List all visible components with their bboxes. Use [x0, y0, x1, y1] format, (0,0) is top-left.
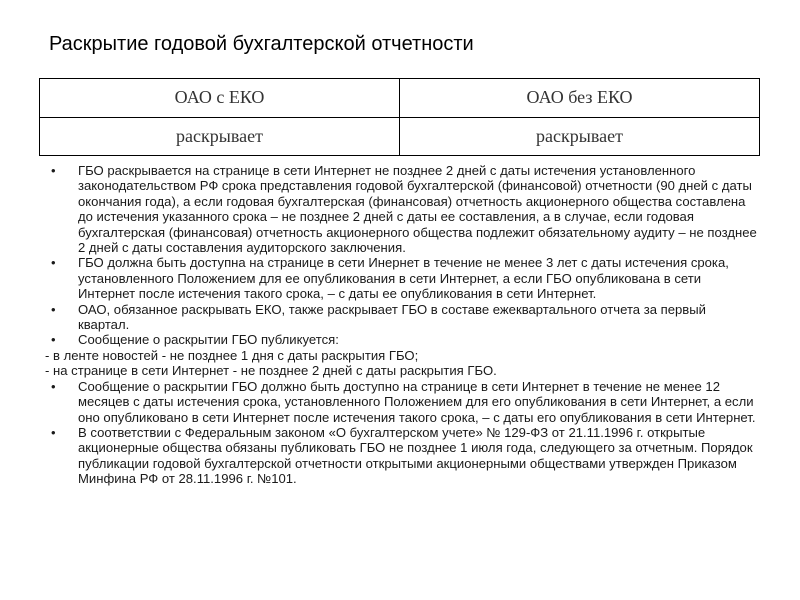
- bullet-icon: •: [51, 301, 56, 317]
- sub-list-item: [45, 363, 757, 378]
- list-item: [48, 332, 760, 347]
- list-item-text: - на странице в сети Интернет - не позднее 2 дней с даты раскрытия ГБО.: [45, 363, 497, 379]
- bullet-icon: •: [51, 332, 56, 348]
- list-item: [48, 255, 760, 301]
- table-header-row: [40, 79, 760, 118]
- bullet-icon: •: [51, 378, 56, 394]
- sub-list-item: [45, 348, 757, 363]
- list-item-text: ГБО должна быть доступна на странице в сети Инернет в течение не менее 3 лет с даты истечения срока, установленного Положением для ее опубликования в сети Интернет, а если ГБО опубликована в сети Интернет после истечения такого срока, – с даты ее опубликования в сети Интернет.: [78, 255, 729, 302]
- bullet-icon: •: [51, 255, 56, 271]
- slide-title: Раскрытие годовой бухгалтерской отчетности: [49, 33, 474, 55]
- table-header-cell: ОАО с ЕКО: [40, 79, 400, 118]
- list-item: [48, 379, 760, 425]
- list-item-text: - в ленте новостей - не позднее 1 дня с даты раскрытия ГБО;: [45, 347, 419, 363]
- table-cell: раскрывает: [400, 117, 760, 156]
- list-item-text: Сообщение о раскрытии ГБО должно быть доступно на странице в сети Интернет в течение не менее 12 месяцев с даты истечения срока, установленного Положением для его опубликования в сети Интернет, а если оно опубликовано в сети Интернет после истечения такого срока, – с даты его опубликования в сети Интернет.: [78, 378, 756, 425]
- list-item-text: Сообщение о раскрытии ГБО публикуется:: [78, 332, 339, 348]
- bullet-icon: •: [51, 163, 56, 178]
- list-item-text: В соответствии с Федеральным законом «О бухгалтерском учете» № 129-ФЗ от 21.11.1996 г. открытые акционерные общества обязаны публиковать ГБО не позднее 1 июля года, следующего за отчетным. Порядок публикации годовой бухгалтерской отчетности открытыми акционерными обществами утвержден Приказом Минфина РФ от 28.11.1996 г. №101.: [78, 424, 753, 487]
- bullet-list: [45, 163, 760, 487]
- list-item: [48, 302, 760, 333]
- list-item-text: ОАО, обязанное раскрывать ЕКО, также раскрывает ГБО в составе ежеквартального отчета за первый квартал.: [78, 301, 706, 333]
- list-item: [48, 425, 760, 487]
- table-header-cell: ОАО без ЕКО: [400, 79, 760, 118]
- disclosure-table: [39, 78, 760, 156]
- list-item-text: ГБО раскрывается на странице в сети Интернет не позднее 2 дней с даты истечения установленного законодательством РФ срока представления годовой бухгалтерской (финансовой) отчетности (90 дней с даты окончания года), а если годовая бухгалтерская (финансовая) отчетность акционерного общества составлена до истечения указанного срока – не позднее 2 дней с даты ее составления, а в случае, если годовая бухгалтерская (финансовая) отчетность акционерного общества подлежит обязательному аудиту – не позднее 2 дней с даты составления аудиторского заключения.: [78, 163, 757, 256]
- bullet-icon: •: [51, 424, 56, 440]
- table-row: [40, 117, 760, 156]
- list-item: [48, 163, 760, 255]
- table-cell: раскрывает: [40, 117, 400, 156]
